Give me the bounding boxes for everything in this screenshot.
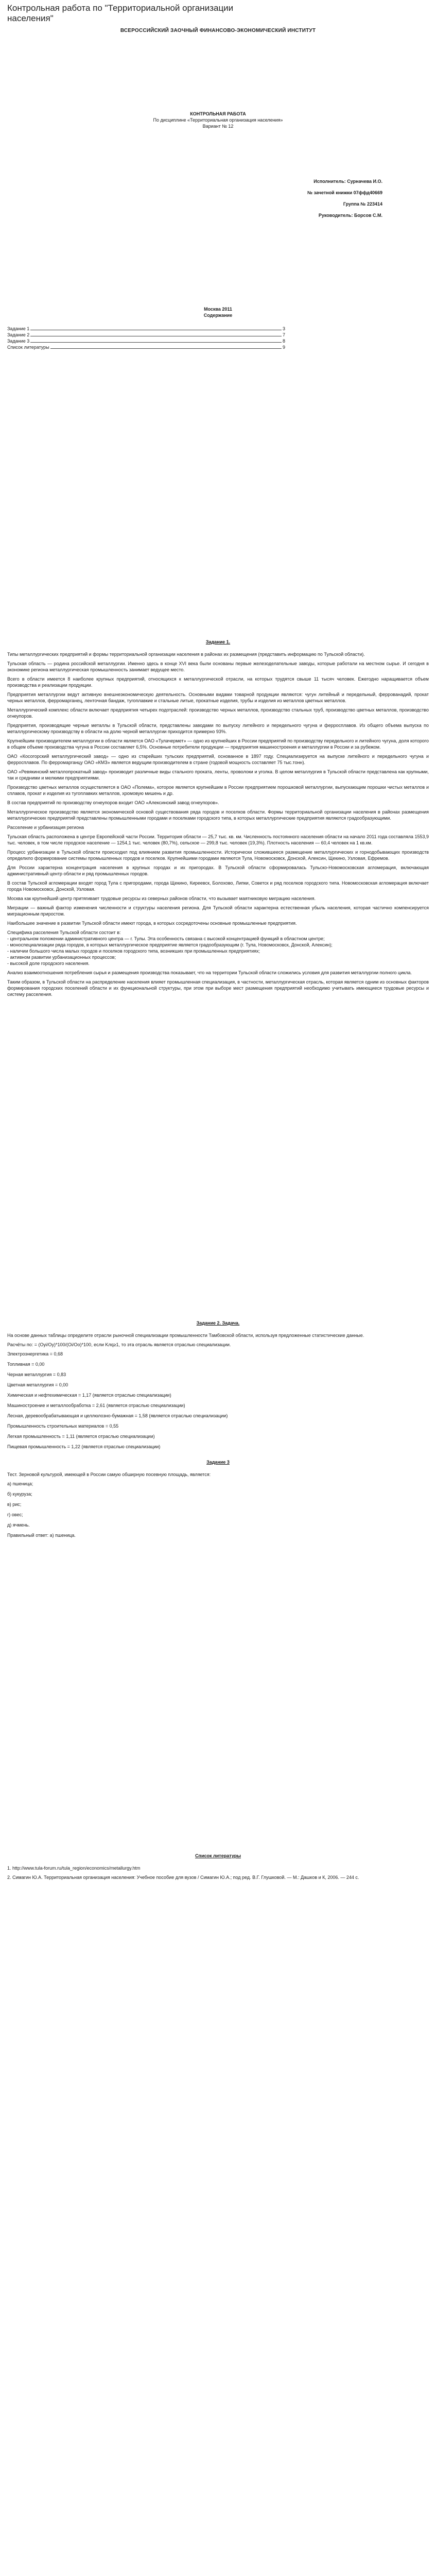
paragraph: Всего в области имеется 8 наиболее крупных предприятий, относящихся к металлургической отрасли, на которых трудятся свыше 11 тысяч человек. Ежегодно наращивается объем производства и реализации продукции.	[7, 676, 429, 688]
task-1-heading: Задание 1.	[205, 639, 231, 645]
paragraph: Производство цветных металлов осуществляется в ОАО «Полема», которое является крупнейшим в России предприятием порошковой металлургии, выпускающим порошки чистых металлов и сплавов, прокат и изделия из тугоплавких металлов, хромовую мишень и др.	[7, 785, 429, 796]
reference-item: 2. Симагин Ю.А. Территориальная организация населения: Учебное пособие для вузов / Симагин Ю.А.; под ред. В.Г. Глушковой. — М.: Дашков и К, 2006. — 244 с.	[7, 1875, 359, 1880]
list-item: - моноспециализации ряда городов, в которых металлургическое предприятие является градообразующим (г. Тула, Новомосковск, Донской, Алексин);	[7, 942, 333, 947]
toc-item[interactable]: Задание 3 8	[7, 338, 285, 344]
result-row: Цветная металлургия = 0,00	[7, 1382, 68, 1387]
discipline: По дисциплине «Территориальная организация населения»	[153, 117, 283, 123]
document-title-line-1: Контрольная работа по "Территориальной организации	[7, 3, 234, 13]
test-option: б) кукуруза;	[7, 1492, 32, 1497]
paragraph: На основе данных таблицы определите отрасли рыночной специализации промышленности Тамбовской области, используя предложенные статистические данные.	[7, 1333, 364, 1338]
task-2-section	[7, 1320, 429, 1450]
paragraph: Анализ взаимоотношения потребления сырья и размещения производства показывает, что на территории Тульской области сложились условия для развития металлургии полного цикла.	[7, 970, 412, 975]
result-row: Промышленность строительных материалов = 0,55	[7, 1423, 119, 1429]
paragraph: Таким образом, в Тульской области на распределение населения влияет промышленная специализация, в частности, металлургическая отрасль, которая является одним из основных факторов формирования городских поселений области и их функциональной структуры, при этом при выборе мест размещения предприятий необходимо учитывать имеющиеся трудовые ресурсы и систему расселения.	[7, 979, 429, 997]
table-of-contents	[7, 326, 429, 350]
task-1-section	[7, 639, 429, 997]
test-option: г) овес;	[7, 1512, 23, 1517]
list-item: - центральном положении административного центра — г. Тулы. Эта особенность связана с высокой концентрацией функций в областном центре;	[7, 936, 325, 941]
paragraph: ОАО «Ревякинский металлопрокатный завод» производит различные виды стального проката, ленты, проволоки и уголка. В целом металлургия в Тульской области представлена как крупными, так и средними и мелкими предприятиями.	[7, 769, 429, 781]
result-row: Топливная = 0,00	[7, 1362, 45, 1367]
specifics-list	[7, 936, 429, 967]
paragraph: Предприятия металлургии ведут активную внешнеэкономическую деятельность. Основными видами товарной продукции являются: чугун литейный и передельный, феррованадий, прокат черных металлов, ферромарганец, ленточная бандаж, тугоплавкие и стальные литые, прокатные изделия, трубы и изделия из металлов цветных металлов.	[7, 692, 429, 703]
list-item: - активном развитии урбанизационных процессов;	[7, 955, 116, 960]
record-book: № зачетной книжки 07ффд40669	[307, 190, 382, 195]
variant: Вариант № 12	[202, 124, 234, 129]
task-3-heading: Задание 3	[206, 1460, 230, 1465]
test-question: Тест. Зерновой культурой, имеющей в России самую обширную посевную площадь, является:	[7, 1472, 211, 1477]
test-option: д) ячмень.	[7, 1522, 30, 1528]
university-name: ВСЕРОССИЙСКИЙ ЗАОЧНЫЙ ФИНАНСОВО-ЭКОНОМИЧЕСКИЙ ИНСТИТУТ	[120, 28, 316, 33]
result-row: Легкая промышленность = 1,11 (является отраслью специализации)	[7, 1434, 155, 1439]
result-row: Пищевая промышленность = 1,22 (является отраслью специализации)	[7, 1444, 161, 1449]
work-type: КОНТРОЛЬНАЯ РАБОТА	[190, 111, 246, 116]
paragraph: В состав Тульской агломерации входят город Тула с пригородами, города Щекино, Киреевск, Болохово, Липки, Советск и ряд поселков городского типа. Новомосковская агломерация включает города Новомосковск, Донской, Узловая.	[7, 880, 429, 892]
task-2-heading: Задание 2. Задача.	[196, 1320, 240, 1326]
paragraph: Наибольшее значение в развитии Тульской области имеют города, в которых сосредоточены основные промышленные предприятия.	[7, 921, 297, 926]
paragraph: Миграции — важный фактор изменения численности и структуры населения региона. Для Тульской области характерна естественная убыль населения, которая частично компенсируется миграционным приростом.	[7, 905, 429, 917]
result-row: Электроэнергетика = 0,68	[7, 1351, 63, 1357]
paragraph: Специфика расселения Тульской области состоит в:	[7, 930, 121, 935]
reference-link[interactable]: 1. http://www.tula-forum.ru/tula_region/economics/metallurgy.htm	[7, 1866, 141, 1871]
supervisor: Руководитель: Борсов С.М.	[318, 213, 382, 218]
paragraph: Тульская область — родина российской металлургии. Именно здесь в конце XVI века были основаны первые железоделательные заводы, которые работали на местном сырье. И сегодня в экономике региона металлургическая промышленность занимает ведущее место.	[7, 661, 429, 672]
toc-item[interactable]: Задание 2 7	[7, 332, 285, 337]
paragraph: ОАО «Косогорский металлургический завод» — одно из старейших тульских предприятий, основанное в 1897 году. Специализируется на выпуске литейного и передельного чугуна и ферросплавов. По ферромарганцу ОАО «КМЗ» является ведущим производителем в стране (годовой мощность составляет 75 тыс.тонн).	[7, 754, 429, 765]
toc-item[interactable]: Задание 1 3	[7, 326, 285, 331]
group: Группа № 223414	[343, 201, 382, 207]
paragraph: Процесс урбанизации в Тульской области происходил под влиянием развития промышленности. Исторически сложившееся размещение металлургических и горнодобывающих производств определило формирование системы промышленных городов и поселков. Крупнейшими городами являются Тула, Новомосковск, Донской, Алексин, Щекино, Узловая, Ефремов.	[7, 850, 429, 861]
document-title-line-2: населения"	[7, 13, 54, 23]
result-row: Черная металлургия = 0,83	[7, 1372, 66, 1377]
test-option: в) рис;	[7, 1502, 22, 1507]
test-answer: Правильный ответ: а) пшеница.	[7, 1533, 76, 1538]
city-year: Москва 2011	[204, 307, 232, 312]
list-item: - высокой доле городского населения.	[7, 961, 90, 966]
paragraph: Крупнейшим производителем металлургии в области является ОАО «Тулачермет» — одно из крупнейших в России предприятий по производству передельного и литейного чугуна, доля которого в общем объеме производства чугуна в России составляет 6,5%. Основные потребители продукции — предприятия машиностроения и металлургии в России и за рубежом.	[7, 738, 429, 750]
subheading: Расселение и урбанизация региона	[7, 825, 84, 830]
paragraph: Типы металлургических предприятий и формы территориальной организации населения в районах их размещения (представить информацию по Тульской области).	[7, 652, 365, 657]
result-row: Химическая и нефтехимическая = 1,17 (является отраслью специализации)	[7, 1393, 171, 1398]
paragraph: Металлургическое производство является экономической основой существования ряда городов и поселков области. Формы территориальной организации населения в районах размещения металлургических предприятий представлены промышленными городами и поселками городского типа, в которых металлургические предприятия являются градообразующими.	[7, 809, 429, 821]
toc-item[interactable]: Список литературы 9	[7, 345, 285, 350]
document-title	[7, 3, 429, 24]
test-option: а) пшеница;	[7, 1481, 33, 1486]
references-heading: Список литературы	[195, 1853, 241, 1858]
task-3-section	[7, 1459, 429, 1538]
list-item: - наличии большого числа малых городов и поселков городского типа, возникших при промышленных предприятиях;	[7, 948, 260, 954]
result-row: Лесная, деревообрабатывающая и целлюлозно-бумажная = 1,58 (является отраслью специализации)	[7, 1413, 228, 1418]
paragraph: В состав предприятий по производству огнеупоров входит ОАО «Алексинский завод огнеупоров».	[7, 800, 219, 805]
formula: Расчёты по: = (Оyi/Оy)*100/(Оi/Оо)*100, если Kлq≥1, то эта отрасль является отраслью специализации.	[7, 1342, 231, 1347]
performer: Исполнитель: Сурначева И.О.	[313, 179, 382, 184]
paragraph: Предприятия, производящие черные металлы в Тульской области, представлены заводами по выпуску литейного и передельного чугуна и ферросплавов. Из общего объема выпуска по металлургическому производству в области на долю черной металлургии приходится примерно 93%.	[7, 723, 429, 734]
paragraph: Москва как крупнейший центр притягивает трудовые ресурсы из северных районов области, что вызывает маятниковую миграцию населения.	[7, 896, 316, 901]
toc-heading: Содержание	[203, 313, 233, 318]
paragraph: Металлургический комплекс области включает предприятия четырех подотраслей: производство черных металлов, производство стальных труб, производство цветных металлов, производство огнеупоров.	[7, 707, 429, 719]
result-row: Машиностроение и металлообработка = 2,61 (является отраслью специализации)	[7, 1403, 185, 1408]
references-section	[7, 1853, 429, 1880]
paragraph: Тульская область расположена в центре Европейской части России. Территория области — 25,7 тыс. кв. км. Численность постоянного населения области на начало 2011 года составляла 1553,9 тыс. человек, в том числе городское население — 1254,1 тыс. человек (80,7%), сельское — 299,8 тыс. человек (19,3%). Плотность населения — 60,4 человек на 1 кв.км.	[7, 834, 429, 845]
paragraph: Для России характерна концентрация населения в крупных городах и их пригородах. В Тульской области сформировалась Тульско-Новомосковская агломерация, включающая административный центр области и ряд промышленных городов.	[7, 865, 429, 876]
